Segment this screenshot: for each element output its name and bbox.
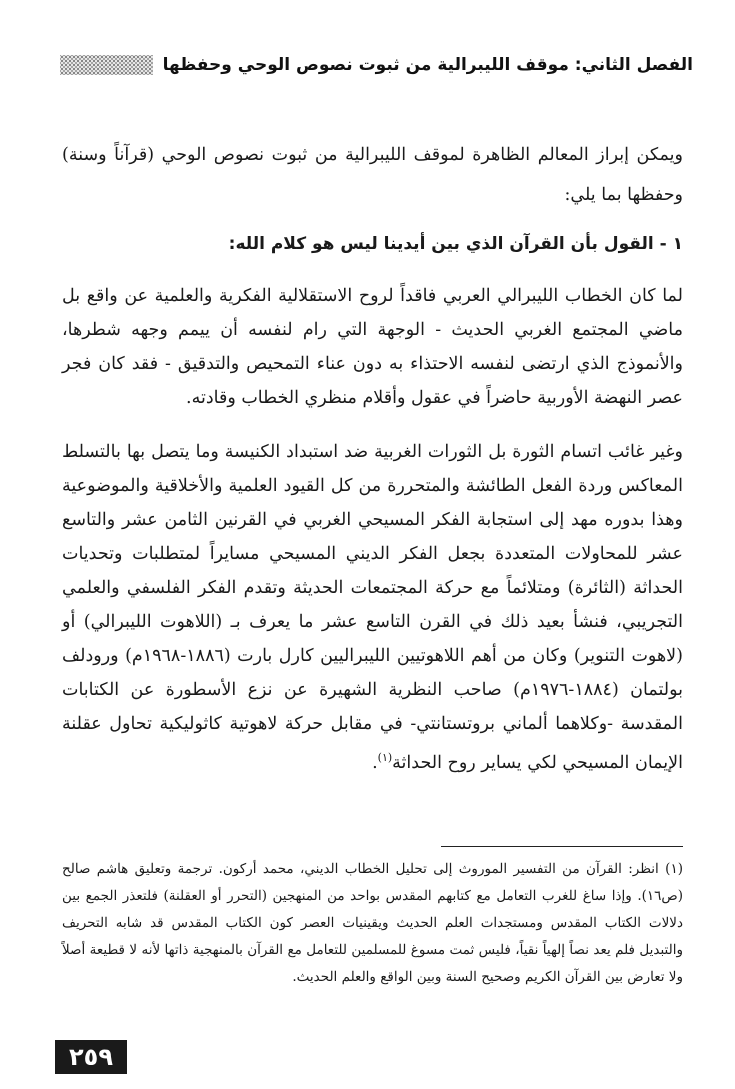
body-paragraph-2-end: . xyxy=(372,752,378,773)
intro-paragraph: ويمكن إبراز المعالم الظاهرة لموقف الليبرالية من ثبوت نصوص الوحي (قرآناً وسنة) وحفظها بما يلي: xyxy=(62,145,683,205)
page-number: ٢٥٩ xyxy=(55,1040,127,1074)
body-paragraph-1: لما كان الخطاب الليبرالي العربي فاقداً لروح الاستقلالية الفكرية والعلمية عن واقع بل ماضي المجتمع الغربي الحديث - الوجهة التي رام لنفسه أن ييمم وجهه شطرها، والأنموذج الذي ارتضى لنفسه الاحتذاء به دون عناء التمحيص والتدقيق - فقد كان فجر عصر النهضة الأوربية حاضراً في عقول وأقلام منظري الخطاب وقادته. xyxy=(62,286,683,408)
chapter-title: الفصل الثاني: موقف الليبرالية من ثبوت نصوص الوحي وحفظها xyxy=(162,55,693,75)
body-paragraph-2-text: وغير غائب اتسام الثورة بل الثورات الغربية ضد استبداد الكنيسة وما يتصل بها بالتسلط المعاكس وردة الفعل الطائشة والمتحررة من كل القيود العلمية والأخلاقية والموضوعية وهذا بدوره مهد إلى استجابة الفكر المسيحي الغربي في القرنين الثامن عشر والتاسع عشر للمحاولات المتعددة بجعل الفكر الديني المسيحي مسايراً لمتطلبات وتحديات الحداثة (الثائرة) ومتلائماً مع حركة المجتمعات الحديثة وتقدم الفكر الفلسفي والعلمي التجريبي، فنشأ بعيد ذلك في القرن التاسع عشر ما يعرف بـ (اللاهوت الليبرالي) أو (لاهوت التنوير) وكان من أهم اللاهوتيين الليبراليين كارل بارت (١٨٨٦-١٩٦٨م) ورودلف بولتمان (١٨٨٤-١٩٧٦م) صاحب النظرية الشهيرة عن نزع الأسطورة عن الكتابات المقدسة -وكلاهما ألماني بروتستانتي- في مقابل حركة لاهوتية كاثوليكية تحاول عقلنة الإيمان المسيحي لكي يساير روح الحداثة xyxy=(62,442,684,773)
footnote: (١) انظر: القرآن من التفسير الموروث إلى تحليل الخطاب الديني، محمد أركون. ترجمة وتعليق هاشم صالح (ص١٦). وإذا ساغ للغرب التعامل مع كتابهم المقدس بواحد من المنهجين (التحرر أو العقلنة) فلتعذر الجمع بين دلالات الكتاب المقدس ومستجدات العلم الحديث ويقينيات العصر كون الكتاب المقدس قد شابه التحريف والتبديل فلم يعد نصاً إلهياً نقياً، فليس ثمت مسوغ للمسلمين للتعامل مع القرآن بالمنهجية ذاتها لأنه لا قطيعة أصلاً ولا تعارض بين القرآن الكريم وصحيح السنة وبين الواقع والعلم الحديث. xyxy=(62,861,683,985)
body-paragraph-2 xyxy=(62,435,683,780)
header-dotted-band xyxy=(60,55,153,75)
main-content xyxy=(62,135,683,780)
running-header xyxy=(60,52,693,78)
section-heading: ١ - القول بأن القرآن الذي بين أيدينا ليس هو كلام الله: xyxy=(228,234,683,254)
footnote-divider xyxy=(441,846,683,847)
footnote-reference[interactable]: (١) xyxy=(377,751,393,764)
